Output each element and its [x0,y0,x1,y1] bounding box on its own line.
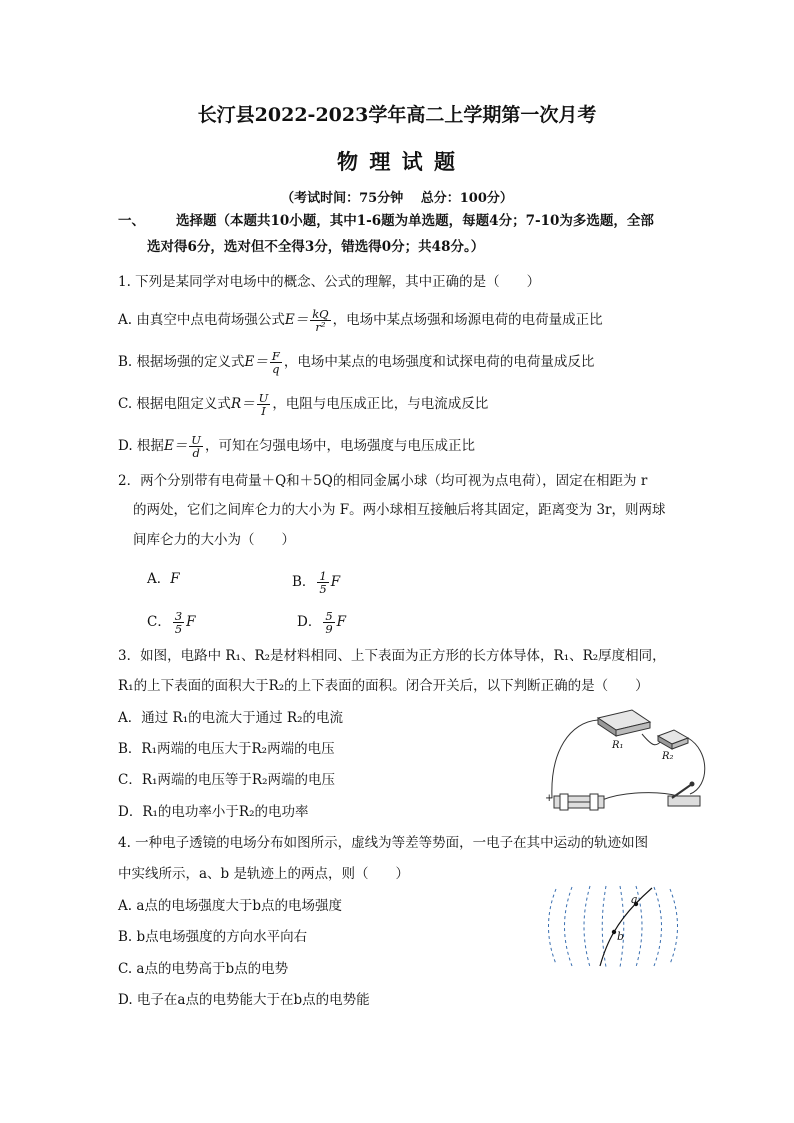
q4-line1: 4. 一种电子透镜的电场分布如图所示，虚线为等差等势面，一电子在其中运动的轨迹如图 [118,835,649,851]
section-heading-line2: 选对得6分，选对但不全得3分，错选得0分；共48分。） [147,239,485,255]
q1-d-lhs: E＝ [163,438,188,454]
q4-option-a: A. a点的电场强度大于b点的电场强度 [118,898,343,914]
q2-b-den: 5 [319,582,327,596]
q1-c-fraction [257,392,271,417]
q1-d-den: d [192,446,200,460]
q1-option-c [118,392,488,417]
q3-option-a: A．通过 R₁的电流大于通过 R₂的电流 [118,710,343,726]
q2-b-num: 1 [319,569,327,583]
q1-b-den: q [272,362,280,376]
q1-c-lhs: R＝ [230,396,255,412]
q1-b-prefix: B. 根据场强的定义式 [118,354,245,370]
q2-b-suffix: F [330,574,341,590]
q4-option-d: D. 电子在a点的电势能大于在b点的电势能 [118,992,370,1008]
q1-a-prefix: A. 由真空中点电荷场强公式 [118,312,285,328]
q1-d-fraction [189,434,203,459]
q2-d-suffix: F [336,614,347,630]
q2-c-num: 3 [174,609,183,623]
fig-label-a: a [631,893,638,906]
q2-line2: 的两处，它们之间库仑力的大小为 F。两小球相互接触后将其固定，距离变为 3r，则两球 [133,502,666,518]
fig-label-plus: + [545,793,554,804]
q2-option-b [292,570,340,595]
circuit-figure [540,706,715,816]
q3-line2: R₁的上下表面的面积大于R₂的上下表面的面积。闭合开关后，以下判断正确的是（ ） [118,678,649,694]
electron-lens-figure [548,884,678,969]
q2-line1: 2．两个分别带有电荷量＋Q和＋5Q的相同金属小球（均可视为点电荷），固定在相距为 r [118,473,648,489]
q2-c-den: 5 [174,622,183,636]
q1-a-suffix: ，电场中某点场强和场源电荷的电荷量成正比 [332,312,603,328]
q1-d-num: U [191,433,201,447]
fig-label-r1: R₁ [612,740,624,751]
exam-title: 长汀县2022-2023学年高二上学期第一次月考 [197,104,597,126]
q4-option-b: B. b点电场强度的方向水平向右 [118,929,308,945]
q1-c-prefix: C. 根据电阻定义式 [118,396,231,412]
q1-a-lhs: E＝ [284,312,309,328]
q1-a-fraction [310,308,330,333]
q2-d-fraction [323,610,334,635]
exam-info: （考试时间：75分钟 总分：100分） [281,191,513,206]
q1-c-den: I [261,404,266,418]
q1-a-den: r² [315,320,326,334]
q1-option-d [118,434,475,459]
q1-b-lhs: E＝ [244,354,268,370]
q3-option-c: C．R₁两端的电压等于R₂两端的电压 [118,772,335,788]
q3-line1: 3．如图，电路中 R₁、R₂是材料相同、上下表面为正方形的长方体导体，R₁、R₂厚度相同， [118,648,666,664]
section-number: 一、 [118,213,145,229]
q1-stem: 1. 下列是某同学对电场中的概念、公式的理解，其中正确的是（ ） [118,274,541,290]
q4-option-c: C. a点的电势高于b点的电势 [118,961,289,977]
q2-c-label: C． [147,614,171,630]
q2-option-c [147,610,196,635]
q2-a-label: A． [147,571,171,587]
q4-line2: 中实线所示，a、b 是轨迹上的两点，则（ ） [118,866,409,882]
q3-option-d: D．R₁的电功率小于R₂的电功率 [118,804,309,820]
q2-d-num: 5 [325,609,333,623]
q1-d-suffix: ，可知在匀强电场中，电场强度与电压成正比 [205,438,475,454]
q1-d-prefix: D. 根据 [118,438,164,454]
fig-label-b: b [617,930,625,943]
q2-a-value: F [170,571,180,587]
q2-option-d [297,610,346,635]
q2-option-a [147,570,180,588]
q2-d-den: 9 [325,622,333,636]
q1-c-suffix: ，电阻与电压成正比，与电流成反比 [272,396,489,412]
q2-d-label: D． [297,614,322,630]
q1-option-a [118,308,603,333]
q1-c-num: U [258,391,269,405]
q1-option-b [118,350,594,375]
q2-c-fraction [173,610,184,635]
q3-option-b: B．R₁两端的电压大于R₂两端的电压 [118,741,335,757]
q2-c-suffix: F [186,614,196,630]
q1-b-suffix: ，电场中某点的电场强度和试探电荷的电荷量成反比 [283,354,595,370]
section-heading-line1: 选择题（本题共10小题，其中1-6题为单选题，每题4分；7-10为多选题，全部 [176,213,654,229]
q1-b-fraction [270,350,282,375]
q1-a-num: kQ [312,307,329,321]
subject-title: 物 理 试 题 [337,149,457,174]
q1-b-num: F [271,349,280,363]
q2-b-fraction [317,570,328,595]
q2-b-label: B． [292,574,316,590]
fig-label-r2: R₂ [662,751,674,762]
q2-line3: 间库仑力的大小为（ ） [133,532,295,548]
